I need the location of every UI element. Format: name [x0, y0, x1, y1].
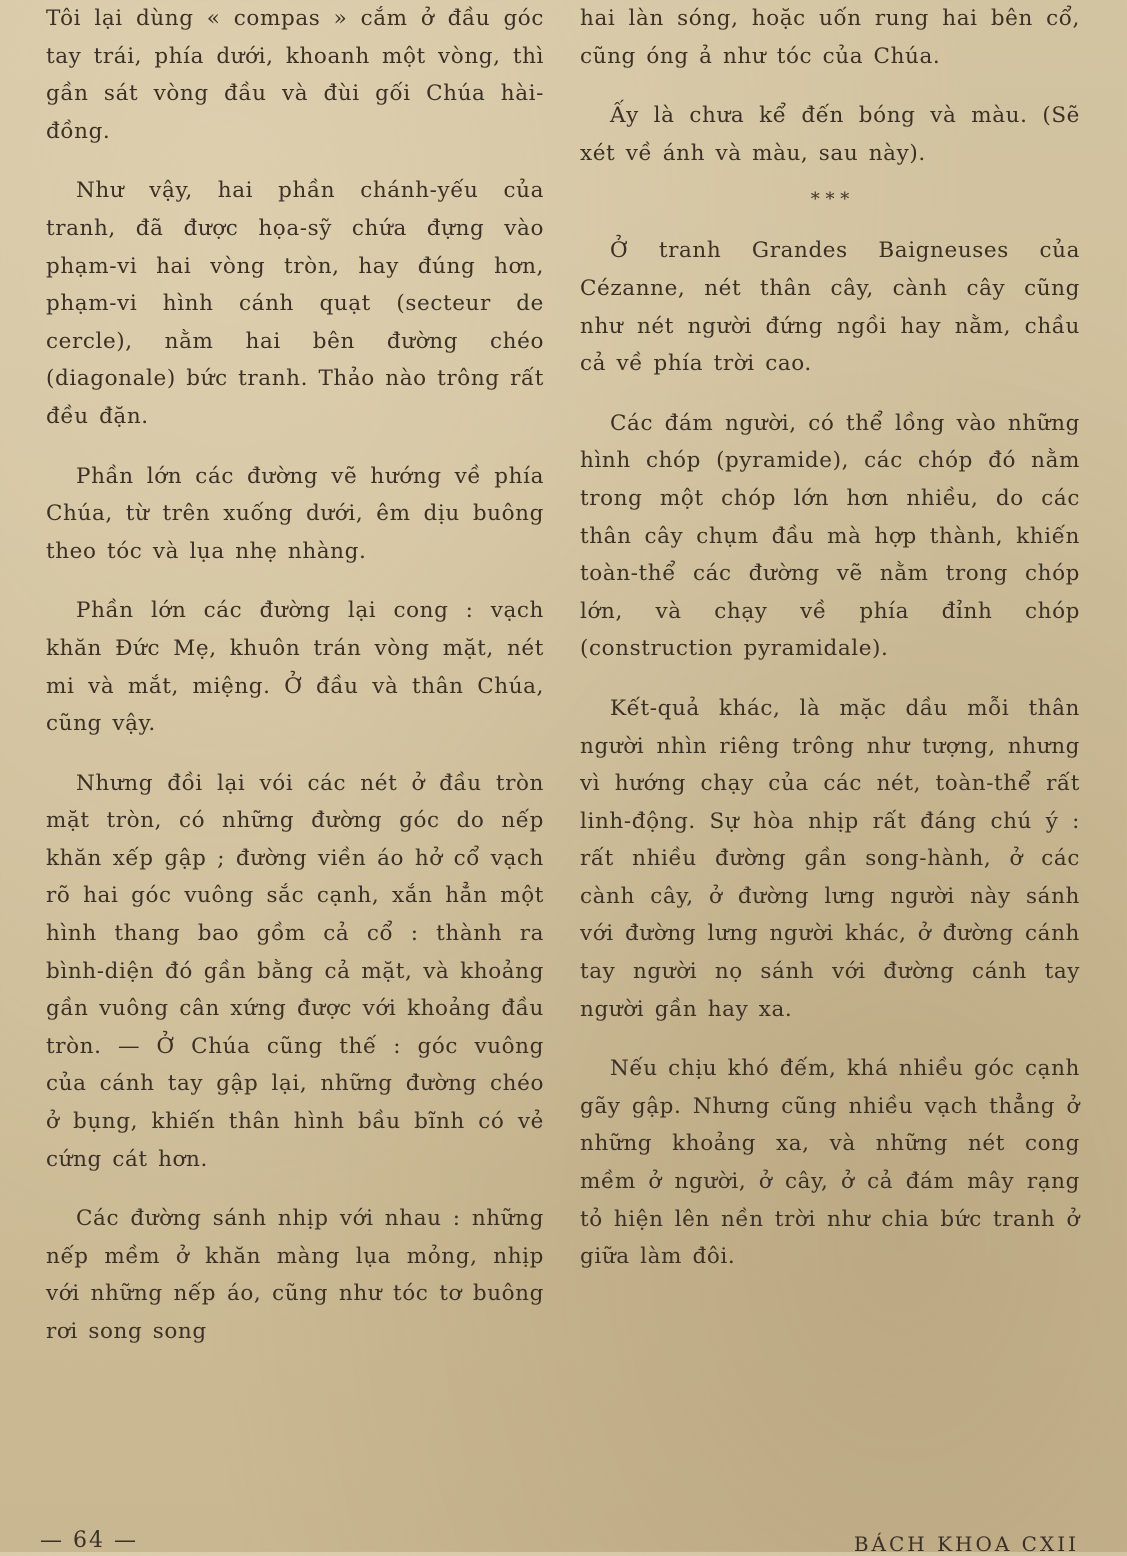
- section-separator: * * *: [810, 189, 850, 211]
- publication-name: BÁCH KHOA CXII: [853, 1532, 1079, 1556]
- paragraph-pyramid: Các đám người, có thể lồng vào những hình chóp (pyramide), các chóp đó nằm trong một chóp lớn hơn nhiều, do các thân cây chụm đầu mà hợp thành, khiến toàn-thể các đường vẽ nằm trong chóp lớn, và chạy về phía đỉnh chóp (construction pyramidale).: [580, 410, 1080, 662]
- paragraph-rhythm-lines: Các đường sánh nhịp với nhau : những nếp mềm ở khăn màng lụa mỏng, nhịp với những nếp áo, cũng như tóc tơ buông rơi song song: [46, 1206, 544, 1344]
- paragraph-continuation: hai làn sóng, hoặc uốn rung hai bên cổ, cũng óng ả như tóc của Chúa.: [580, 6, 1080, 69]
- paragraph-angular-lines: Nhưng đồi lại vói các nét ở đầu tròn mặt tròn, có những đường góc do nếp khăn xếp gập ; đường viền áo hở cổ vạch rõ hai góc vuông sắc cạnh, xắn hẳn một hình thang bao gồm cả cổ : thành ra bình-diện đó gần bằng cả mặt, và khoảng gần vuông cân xứng được với khoảng đầu tròn. — Ở Chúa cũng thế : góc vuông của cánh tay gập lại, những đường chéo ở bụng, khiến thân hình bầu bĩnh có vẻ cứng cát hơn.: [46, 770, 544, 1172]
- paragraph-cezanne: Ở tranh Grandes Baigneuses của Cézanne, nét thân cây, cành cây cũng như nét người đứng ngồi hay nằm, chầu cả về phía trời cao.: [580, 238, 1080, 377]
- page-number: — 64 —: [40, 1528, 138, 1553]
- paragraph-compas: Tôi lại dùng « compas » cắm ở đầu góc tay trái, phía dưới, khoanh một vòng, thì gần sát vòng đầu và đùi gối Chúa hài-đồng.: [46, 6, 544, 144]
- paragraph-result: Kết-quả khác, là mặc dầu mỗi thân người nhìn riêng trông như tượng, nhưng vì hướng chạy của các nét, toàn-thể rất linh-động. Sự hòa nhịp rất đáng chú ý : rất nhiều đường gần song-hành, ở các cành cây, ở đường lưng người này sánh với đường lưng người khác, ở đường cánh tay người nọ sánh với đường cánh tay người gần hay xa.: [580, 695, 1080, 1022]
- paragraph-lines-toward-child: Phần lớn các đường vẽ hướng về phía Chúa, từ trên xuống dưới, êm dịu buông theo tóc và lụa nhẹ nhàng.: [46, 463, 544, 564]
- paragraph-light-and-color: Ấy là chưa kể đến bóng và màu. (Sẽ xét về ánh và màu, sau này).: [580, 103, 1080, 166]
- paragraph-angles: Nếu chịu khó đếm, khá nhiều góc cạnh gãy gập. Nhưng cũng nhiều vạch thẳng ở những khoảng xa, và những nét cong mềm ở người, ở cây, ở cả đám mây rạng tỏ hiện lên nền trời như chia bức tranh ở giữa làm đôi.: [580, 1056, 1080, 1270]
- paragraph-curved-lines: Phần lớn các đường lại cong : vạch khăn Đức Mẹ, khuôn trán vòng mặt, nét mi và mắt, miệng. Ở đầu và thân Chúa, cũng vậy.: [46, 598, 544, 737]
- paragraph-two-circles: Như vậy, hai phần chánh-yếu của tranh, đã được họa-sỹ chứa đựng vào phạm-vi hai vòng tròn, hay đúng hơn, phạm-vi hình cánh quạt (secteur de cercle), nằm hai bên đường chéo (diagonale) bức tranh. Thảo nào trông rất đều đặn.: [46, 178, 544, 429]
- left-column: [46, 0, 544, 1351]
- right-column: [580, 0, 1080, 1276]
